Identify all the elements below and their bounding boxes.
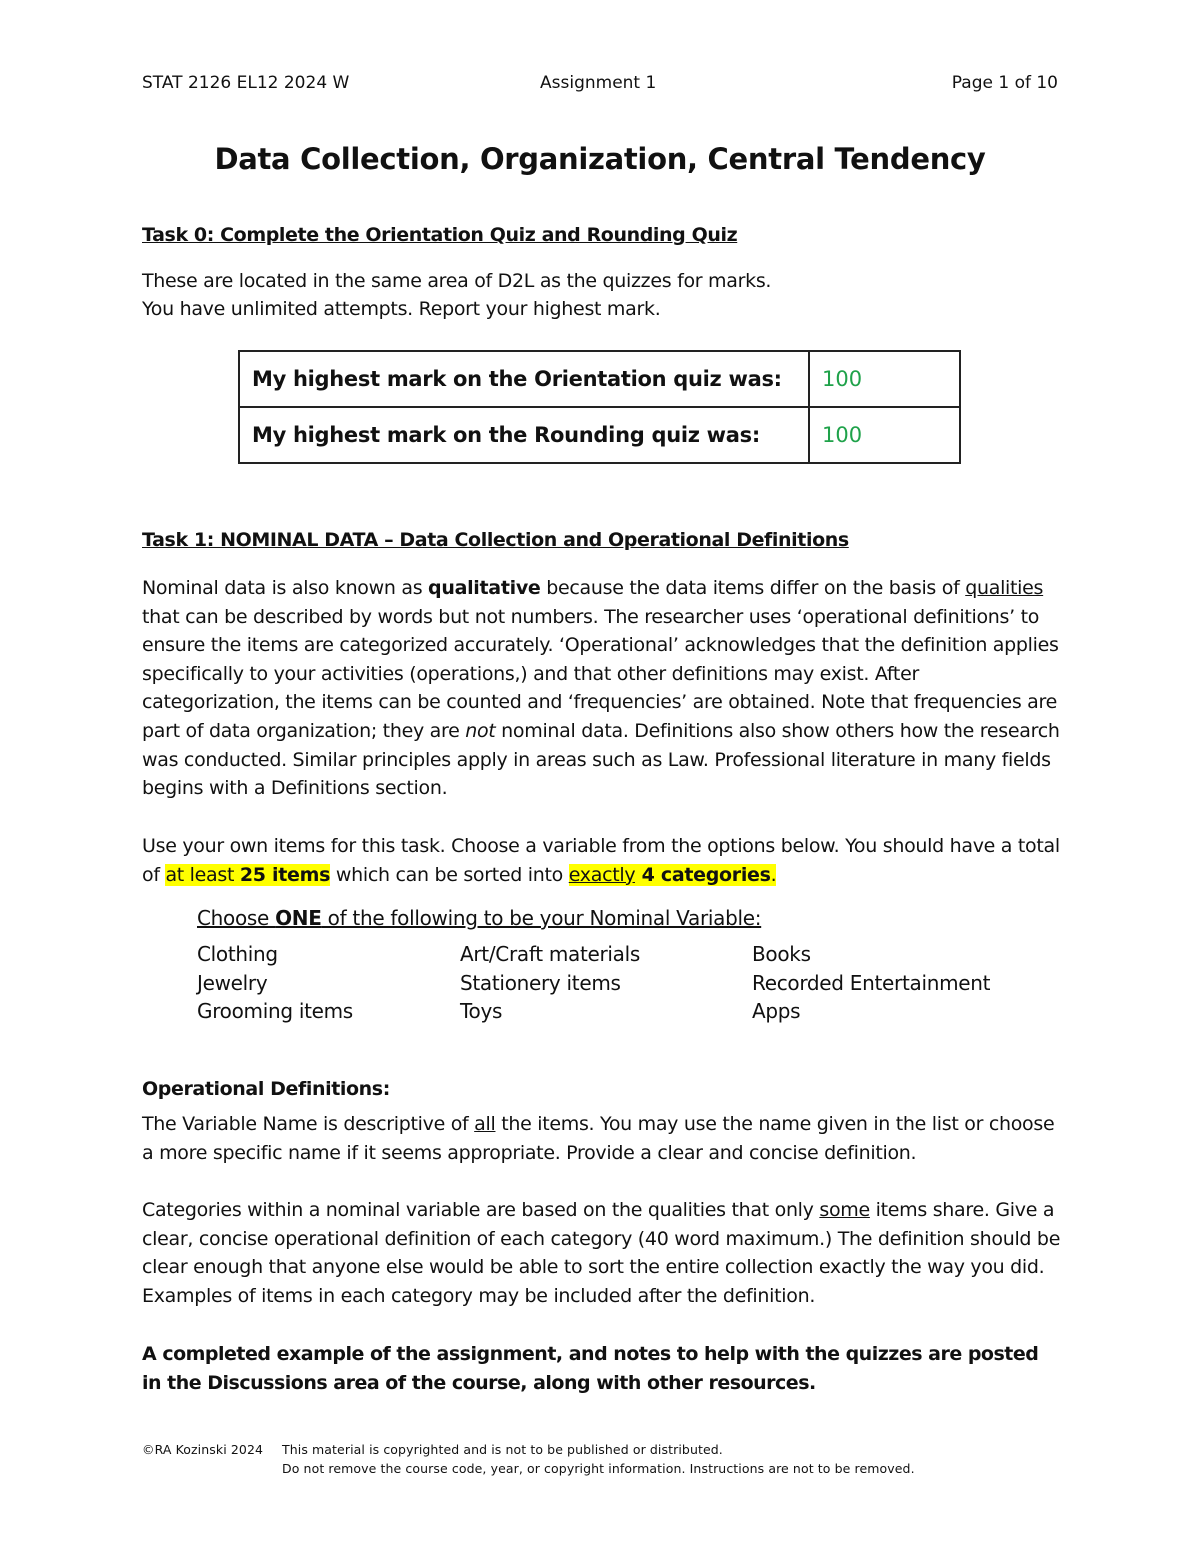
option-stationery: Stationery items — [460, 970, 621, 995]
header-page: Page 1 of 10 — [951, 73, 1058, 93]
task1-heading: Task 1: NOMINAL DATA – Data Collection and Operational Definitions — [142, 529, 849, 551]
header-assignment: Assignment 1 — [540, 73, 657, 93]
rounding-quiz-label: My highest mark on the Rounding quiz was: — [239, 407, 809, 463]
option-grooming-items: Grooming items — [197, 999, 353, 1024]
footer-line-2: Do not remove the course code, year, or copyright information. Instructions are not to be removed. — [282, 1461, 915, 1476]
option-jewelry: Jewelry — [197, 970, 268, 995]
header-course: STAT 2126 EL12 2024 W — [142, 73, 350, 93]
opdefs-paragraph-2: Categories within a nominal variable are based on the qualities that only some items share. Give a clear, concise operational definition of each category (40 word maximum.) The definition should be clear enough that anyone else would be able to sort the entire collection exactly the way you did. Examples of items in each category may be included after the definition. — [142, 1199, 1061, 1307]
options-column-3 — [752, 940, 990, 1026]
task1-paragraph-1: Nominal data is also known as qualitative because the data items differ on the basis of qualities that can be described by words but not numbers. The researcher uses ‘operational definitions’ to ensure the items are categorized accurately. ‘Operational’ acknowledges that the definition applies specifically to your activities (operations,) and that other definitions may exist. After categorization, the items can be counted and ‘frequencies’ are obtained. Note that frequencies are part of data organization; they are not nominal data. Definitions also show others how the research was conducted. Similar principles apply in areas such as Law. Professional literature in many fields begins with a Definitions section. — [142, 577, 1060, 800]
opdefs-paragraph-1: The Variable Name is descriptive of all the items. You may use the name given in the list or choose a more specific name if it seems appropriate. Provide a clear and concise definition. — [142, 1113, 1055, 1164]
rounding-quiz-value[interactable]: 100 — [809, 407, 960, 463]
table-row — [239, 351, 960, 407]
options-column-2 — [460, 940, 640, 1026]
quiz-marks-table — [238, 350, 961, 464]
option-books: Books — [752, 942, 811, 966]
examples-note: A completed example of the assignment, and notes to help with the quizzes are posted in the Discussions area of the course, along with other resources. — [142, 1343, 1039, 1394]
opdefs-heading: Operational Definitions: — [142, 1078, 390, 1100]
footer-line-1: This material is copyrighted and is not to be published or distributed. — [282, 1442, 723, 1457]
option-apps: Apps — [752, 999, 801, 1024]
option-art-craft: Art/Craft materials — [460, 942, 641, 966]
task1-paragraph-2: Use your own items for this task. Choose a variable from the options below. You should have a total of at least 25 items which can be sorted into exactly 4 categories. — [142, 835, 1060, 886]
choose-variable-instruction: Choose ONE of the following to be your Nominal Variable: — [197, 906, 762, 930]
table-row — [239, 407, 960, 463]
orientation-quiz-label: My highest mark on the Orientation quiz was: — [239, 351, 809, 407]
option-toys: Toys — [460, 999, 503, 1024]
page-title: Data Collection, Organization, Central Tendency — [214, 142, 986, 176]
task0-heading: Task 0: Complete the Orientation Quiz and Rounding Quiz — [142, 224, 738, 246]
options-column-1 — [197, 940, 353, 1026]
option-recorded-entertainment: Recorded Entertainment — [752, 970, 991, 995]
option-clothing: Clothing — [197, 942, 278, 966]
task0-line1: These are located in the same area of D2L as the quizzes for marks. — [142, 270, 772, 292]
footer-copyright: ©RA Kozinski 2024 — [142, 1442, 264, 1457]
task0-line2: You have unlimited attempts. Report your highest mark. — [142, 298, 661, 320]
orientation-quiz-value[interactable]: 100 — [809, 351, 960, 407]
